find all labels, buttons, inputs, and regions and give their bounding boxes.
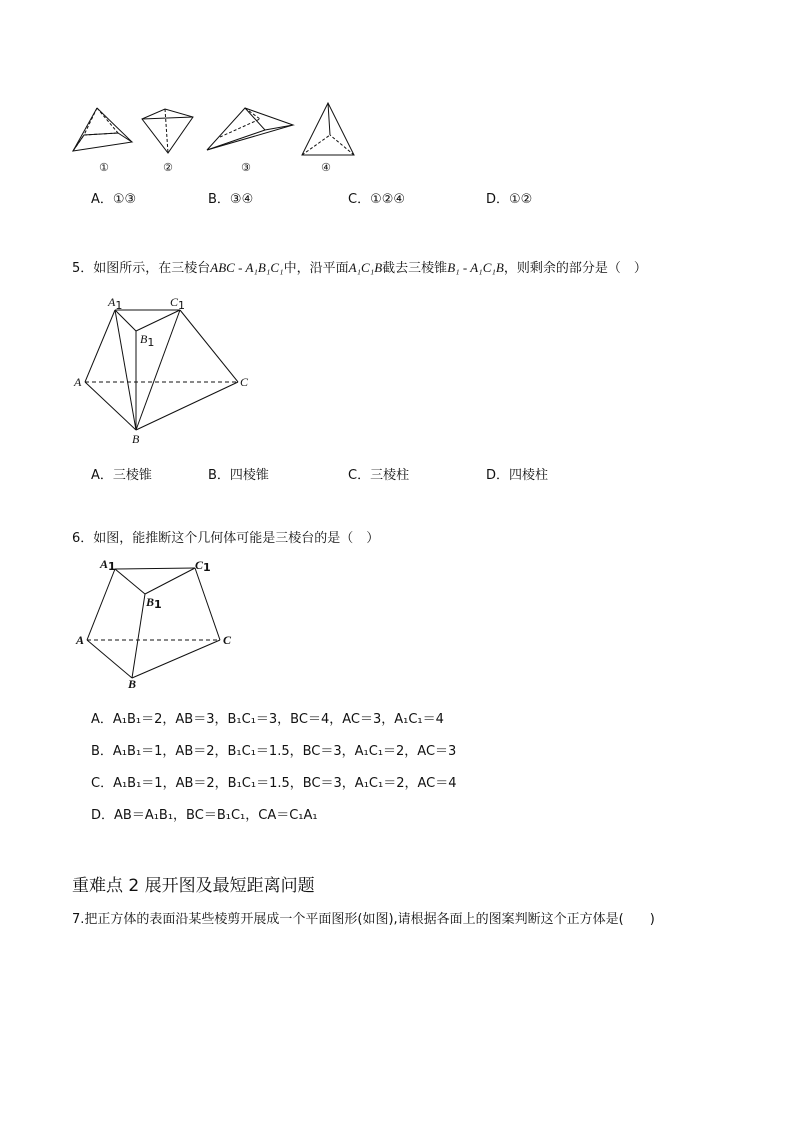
q6-figure bbox=[72, 556, 242, 692]
q4-figure-3 bbox=[207, 108, 293, 150]
q4-option-a[interactable]: A．①③ bbox=[91, 192, 137, 207]
q5-math-plane: A₁C₁B bbox=[348, 260, 383, 275]
q5-option-a[interactable]: A．三棱锥 bbox=[91, 468, 152, 483]
q5-number: 5． bbox=[72, 261, 94, 276]
q5-option-d[interactable]: D．四棱柱 bbox=[486, 468, 549, 483]
q5-label-b: B bbox=[132, 432, 140, 446]
q4-figure-4 bbox=[302, 103, 354, 155]
q5-label-b1: B1 bbox=[140, 332, 155, 349]
q6-option-b[interactable]: B．A₁B₁＝1，AB＝2，B₁C₁＝1.5，BC＝3，A₁C₁＝2，AC＝3 bbox=[91, 744, 457, 759]
q7-stem: 7.把正方体的表面沿某些棱剪开展成一个平面图形(如图),请根据各面上的图案判断这个正方体是( ) bbox=[72, 912, 655, 927]
q5-math-frustum: ABC - A₁B₁C₁ bbox=[210, 260, 284, 275]
q5-text-after: ，则剩余的部分是（ ） bbox=[503, 261, 647, 276]
q5-text-mid1: 中，沿平面 bbox=[283, 261, 349, 276]
q5-option-c[interactable]: C．三棱柱 bbox=[348, 468, 410, 483]
q5-label-a1: A1 bbox=[108, 295, 123, 312]
q5-text-before: 如图所示，在三棱台 bbox=[93, 261, 211, 276]
q5-figure bbox=[70, 292, 260, 450]
q6-option-d[interactable]: D．AB＝A₁B₁，BC＝B₁C₁，CA＝C₁A₁ bbox=[91, 808, 318, 823]
q4-figure-label-1: ① bbox=[99, 161, 109, 174]
q6-label-b: B bbox=[128, 677, 137, 691]
q5-label-c: C bbox=[240, 375, 249, 389]
q6-option-a[interactable]: A．A₁B₁＝2，AB＝3，B₁C₁＝3，BC＝4，AC＝3，A₁C₁＝4 bbox=[91, 712, 444, 727]
q5-label-c1: C1 bbox=[170, 295, 186, 312]
q5-option-b[interactable]: B．四棱锥 bbox=[208, 468, 269, 483]
q4-figures bbox=[60, 95, 370, 180]
q6-label-a1: A1 bbox=[100, 557, 116, 573]
q4-option-c[interactable]: C．①②④ bbox=[348, 192, 406, 207]
q4-option-d[interactable]: D．①② bbox=[486, 192, 533, 207]
q4-figure-label-2: ② bbox=[163, 161, 173, 174]
q5-label-a: A bbox=[74, 375, 82, 389]
q6-label-c1: C1 bbox=[195, 558, 211, 574]
q6-label-a: A bbox=[76, 633, 85, 647]
q5-math-pyramid: B₁ - A₁C₁B bbox=[447, 260, 504, 275]
q4-option-b[interactable]: B．③④ bbox=[208, 192, 254, 207]
q4-figure-2 bbox=[142, 109, 193, 153]
q6-label-c: C bbox=[223, 633, 232, 647]
q6-stem: 6．如图，能推断这个几何体可能是三棱台的是（ ） bbox=[72, 531, 380, 546]
q6-label-b1: B1 bbox=[146, 595, 162, 611]
q5-stem bbox=[72, 257, 647, 276]
q4-figure-label-3: ③ bbox=[241, 161, 251, 174]
q4-figure-label-4: ④ bbox=[321, 161, 331, 174]
q6-option-c[interactable]: C．A₁B₁＝1，AB＝2，B₁C₁＝1.5，BC＝3，A₁C₁＝2，AC＝4 bbox=[91, 776, 457, 791]
q4-figure-1 bbox=[73, 108, 132, 151]
section-title: 重难点 2 展开图及最短距离问题 bbox=[72, 876, 315, 896]
q5-text-mid2: 截去三棱锥 bbox=[382, 261, 448, 276]
